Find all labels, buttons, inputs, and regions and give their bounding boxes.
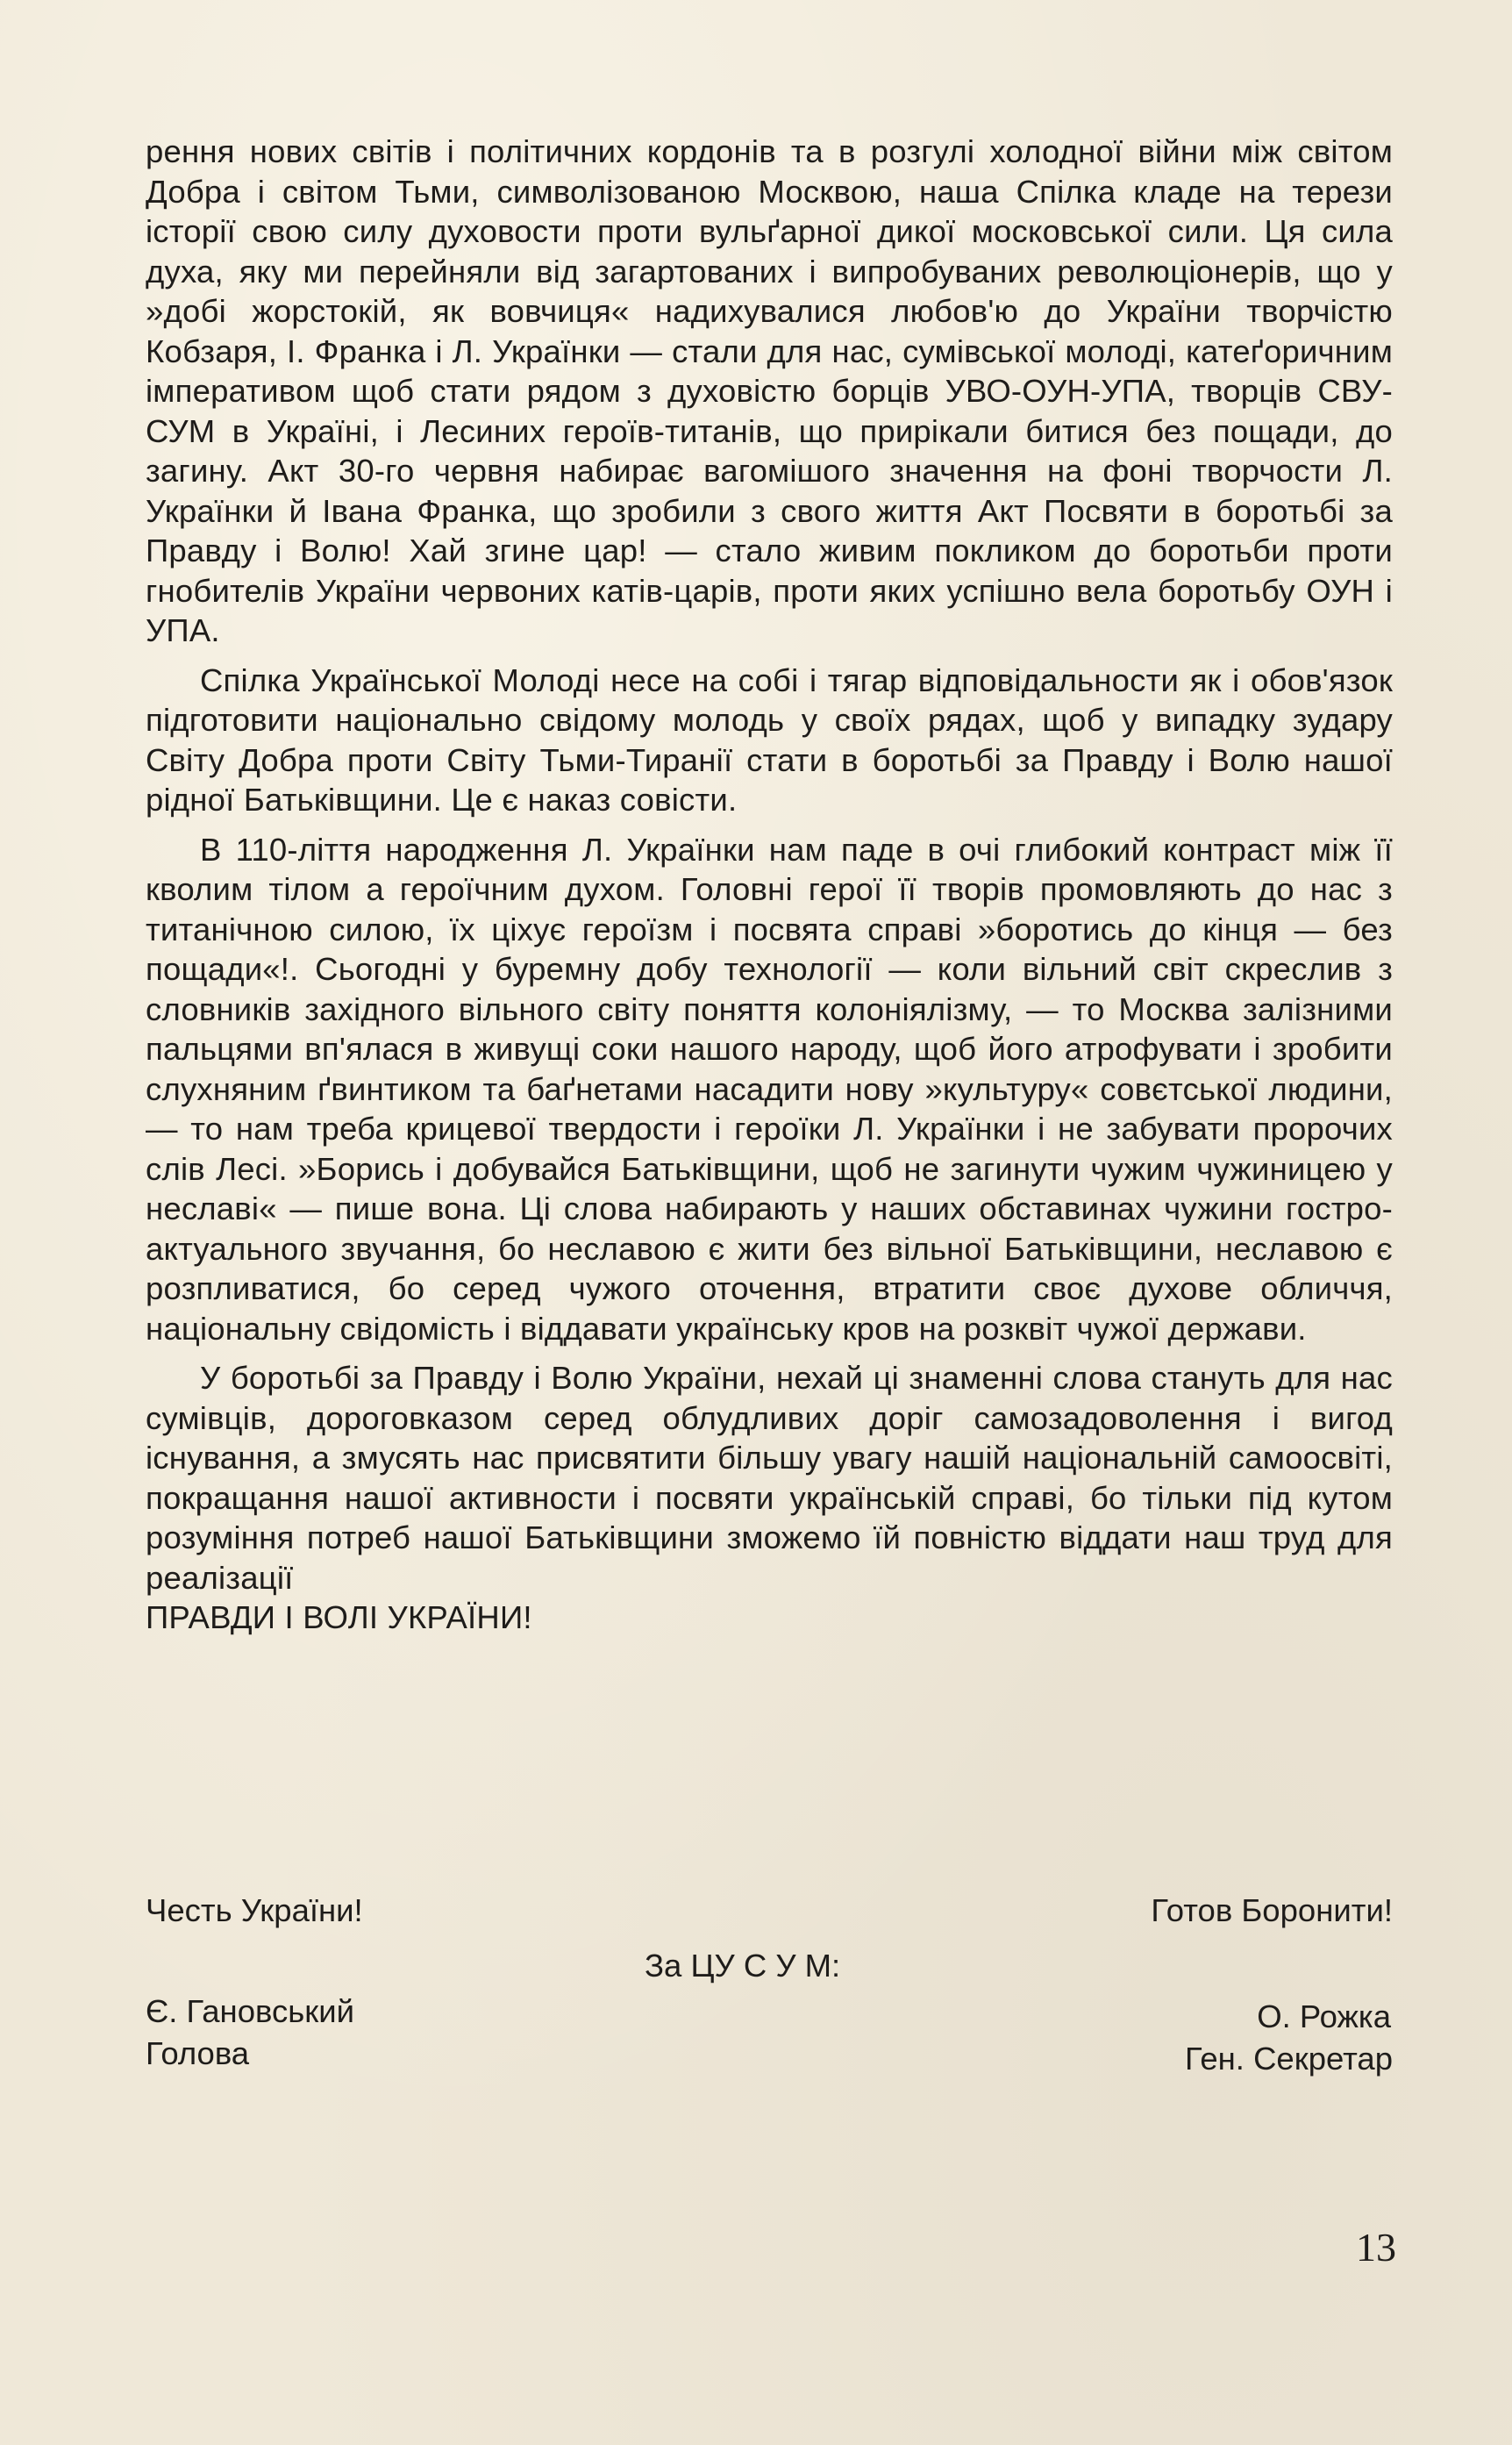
signatory-left-name: Є. Гановський [146, 1993, 354, 2029]
slogan: ПРАВДИ І ВОЛІ УКРАЇНИ! [146, 1599, 532, 1635]
closing-right: Готов Боронити! [1151, 1892, 1393, 1928]
paragraph-call-to-action: У боротьбі за Правду і Волю України, нехай ці знаменні слова стануть для нас сумівців, дороговказом серед облудливих доріг самозадоволення і вигод існування, а змусять нас присвятити більшу увагу нашій національній самоосвіті, покращання нашої активности і посвяти українській справі, бо тільки під кутом розуміння потреб нашої Батьківщини зможемо їй повністю віддати наш труд для реалізації [146, 1360, 1393, 1596]
closing-left: Честь України! [146, 1892, 363, 1928]
body-text [146, 132, 1393, 1638]
organization-line: За ЦУ С У М: [645, 1948, 841, 1984]
signatory-left-title: Голова [146, 2035, 250, 2071]
signatory-right-title: Ген. Секретар [1185, 2041, 1393, 2077]
page-number: 13 [1356, 2225, 1396, 2270]
paragraph-anniversary: В 110-ліття народження Л. Українки нам паде в очі глибокий контраст між її кволим тілом а героїчним духом. Головні герої її творів промовляють до нас з титанічною силою, їх ціхує героїзм і посвята справі »боротись до кінця — без пощади«!. Сьогодні у буремну добу технології — коли вільний світ скреслив з словників західного вільного світу поняття колоніялізму, — то Москва залізними пальцями вп'ялася в живущі соки нашого народу, щоб його атрофувати і зробити слухняним ґвинтиком та баґнетами насадити нову »культуру« совєтської людини, — то нам треба крицевої твердости і героїки Л. Українки і не забувати пророчих слів Лесі. »Борись і добувайся Батьківщини, щоб не загинути чужим чужиницею у неславі« — пише вона. Ці слова набирають у наших обставинах чужини гостро-актуального звучання, бо неславою є жити без вільної Батьківщини, неславою є розпливатися, бо серед чужого оточення, втратити своє духове обличчя, національну свідомість і віддавати українську кров на розквіт чужої держави. [146, 831, 1393, 1347]
paragraph-obligation: Спілка Української Молоді несе на собі і тягар відповідальности як і обов'язок підготовити національно свідому молодь у своїх рядах, щоб у випадку зудару Світу Добра проти Світу Тьми-Тиранії стати в боротьбі за Правду і Волю нашої рідної Батьківщини. Це є наказ совісти. [146, 661, 1393, 818]
paragraph-continuation: рення нових світів і політичних кордонів та в розгулі холодної війни між світом Добра і світом Тьми, символізованою Москвою, наша Спілка кладе на терези історії свою силу духовости проти вульґарної дикої московської сили. Ця сила духа, яку ми перейняли від загартованих і випробуваних революціонерів, що у »добі жорстокій, як вовчиця« надихувалися любов'ю до України творчістю Кобзаря, І. Франка і Л. Українки — стали для нас, сумівської молоді, катеґоричним імперативом щоб стати рядом з духовістю борців УВО-ОУН-УПА, творців СВУ-СУМ в Україні, і Лесиних героїв-титанів, що прирікали битися без пощади, до загину. Акт 30-го червня набирає вагомішого значення на фоні творчости Л. Українки й Івана Франка, що зробили з свого життя Акт Посвяти в боротьбі за Правду і Волю! Хай згине цар! — стало живим покликом до боротьби проти гнобителів України червоних катів-царів, проти яких успішно вела боротьбу ОУН і УПА. [146, 133, 1393, 648]
signatory-right-name: О. Рожка [1257, 1998, 1391, 2034]
